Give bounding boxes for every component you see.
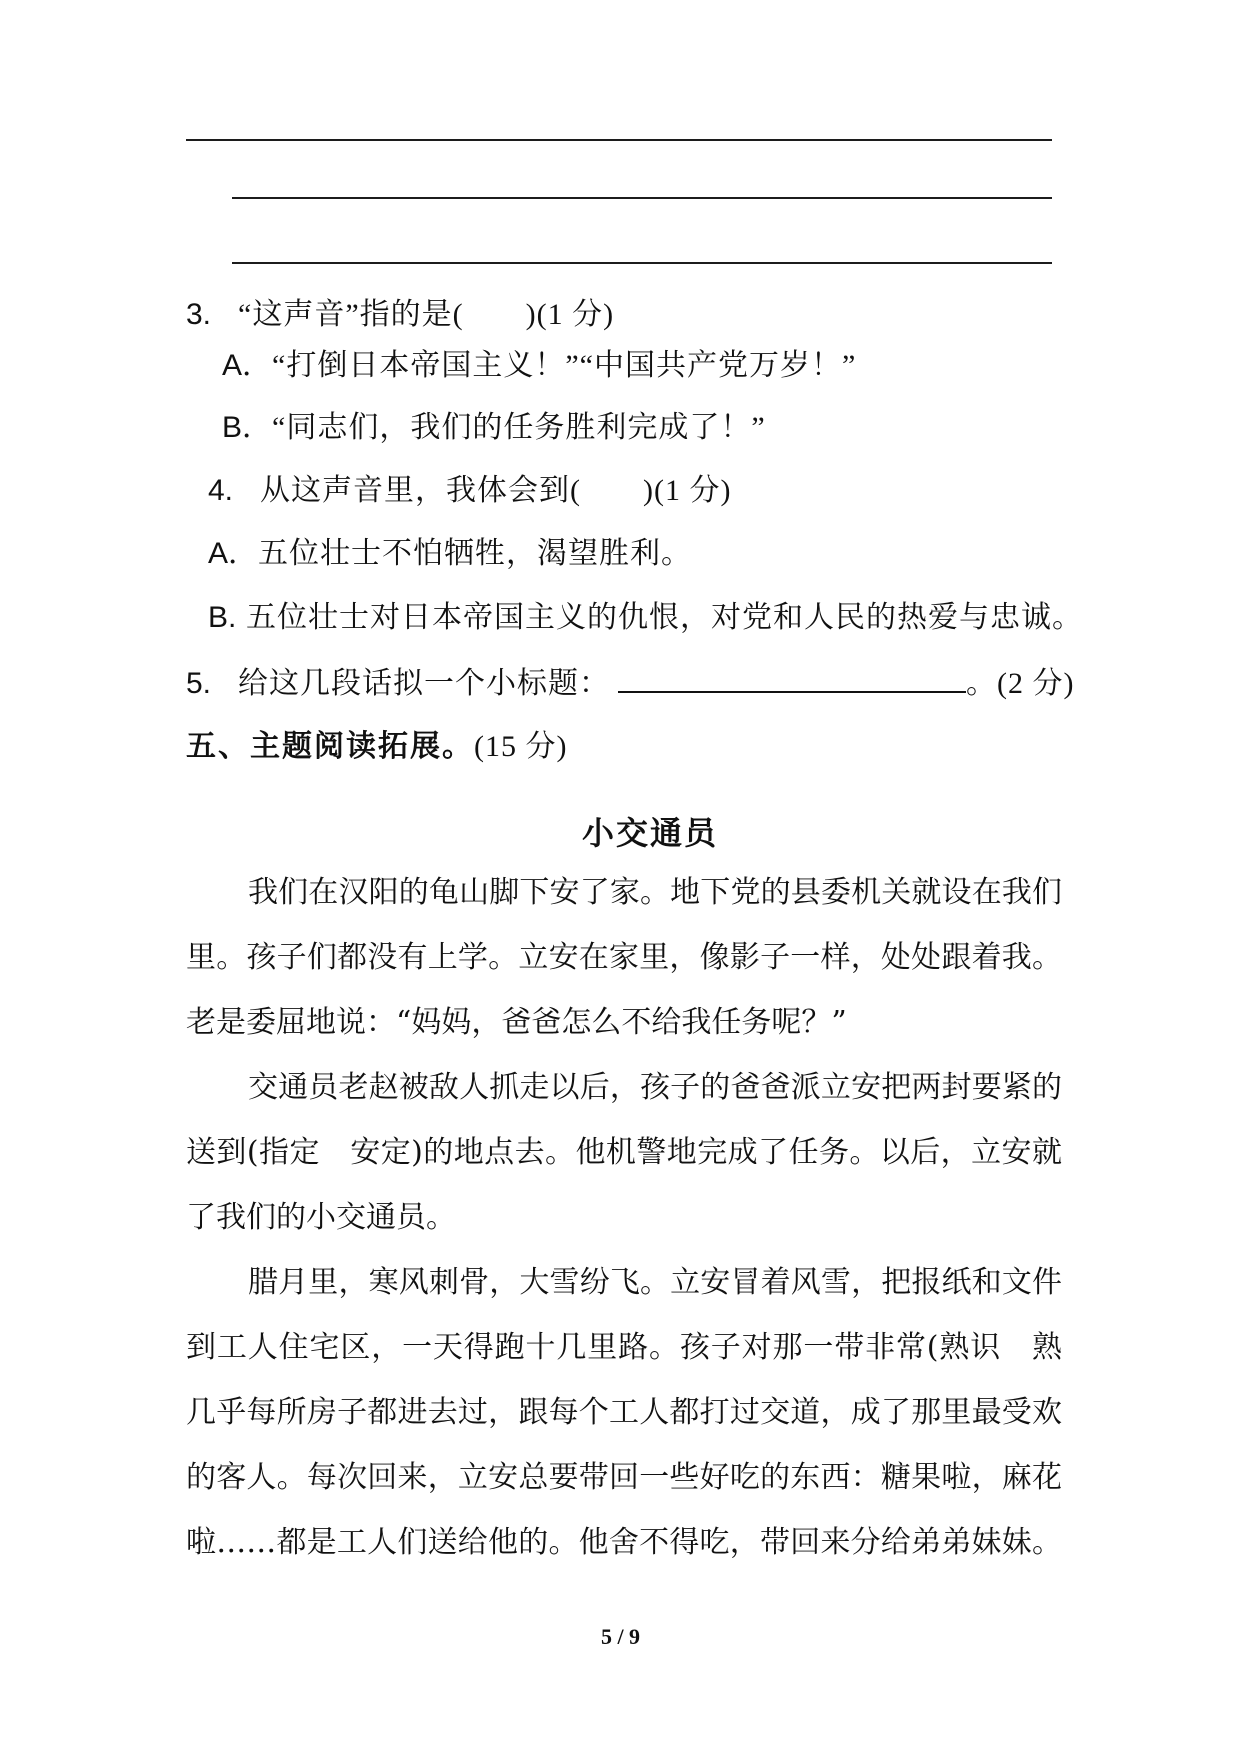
passage-line: 啦……都是工人们送给他的。他舍不得吃，带回来分给弟弟妹妹。 <box>186 1525 1062 1560</box>
passage-line: 的客人。每次回来，立安总要带回一些好吃的东西：糖果啦，麻花 <box>186 1460 1062 1495</box>
question-5 <box>186 657 1074 705</box>
option-b-label: B. <box>208 601 237 634</box>
passage-line: 几乎每所房子都进去过，跟每个工人都打过交道，成了那里最受欢 <box>186 1395 1062 1430</box>
passage-line: 了我们的小交通员。 <box>186 1200 456 1235</box>
question-4-option-b <box>208 597 1083 639</box>
question-3-option-a <box>222 345 856 387</box>
passage-line: 腊月里，寒风刺骨，大雪纷飞。立安冒着风雪，把报纸和文件 <box>248 1265 1062 1300</box>
option-a-label: A． <box>222 349 273 382</box>
passage-title: 小交通员 <box>581 815 718 851</box>
question-3-option-b <box>222 407 766 449</box>
question-4-number: 4. <box>208 474 234 507</box>
passage-line: 老是委屈地说：“妈妈，爸爸怎么不给我任务呢？” <box>186 1005 847 1040</box>
answer-blank <box>618 657 966 693</box>
section-5-heading: 五、主题阅读拓展。 <box>186 730 474 763</box>
passage-line: 送到(指定 安定)的地点去。他机警地完成了任务。以后，立安就 <box>186 1135 1062 1170</box>
question-3-text: “这声音”指的是( )(1 分) <box>238 298 615 331</box>
section-5-score: (15 分) <box>474 730 568 763</box>
question-4 <box>208 470 731 512</box>
question-5-number: 5. <box>186 667 212 700</box>
passage-line: 交通员老赵被敌人抓走以后，孩子的爸爸派立安把两封要紧的 <box>248 1070 1062 1105</box>
question-5-text: 给这几段话拟一个小标题： <box>238 667 610 700</box>
question-3-number: 3. <box>186 298 212 331</box>
option-a-label: A． <box>208 537 259 570</box>
question-5-score: 。(2 分) <box>966 667 1075 700</box>
question-3 <box>186 294 614 336</box>
page-number: 5 / 9 <box>600 1624 641 1649</box>
answer-line-3 <box>232 262 1052 264</box>
passage-line: 我们在汉阳的龟山脚下安了家。地下党的县委机关就设在我们 <box>248 875 1062 910</box>
answer-line-2 <box>232 197 1052 199</box>
option-a-text: “打倒日本帝国主义！”“中国共产党万岁！” <box>272 349 857 382</box>
question-4-text: 从这声音里，我体会到( )(1 分) <box>260 474 732 507</box>
question-4-option-a <box>208 533 692 575</box>
section-5-heading-row <box>186 726 567 768</box>
passage-line: 到工人住宅区，一天得跑十几里路。孩子对那一带非常(熟识 熟 <box>186 1330 1062 1365</box>
option-b-label: B． <box>222 411 273 444</box>
passage-line: 里。孩子们都没有上学。立安在家里，像影子一样，处处跟着我。 <box>186 940 1062 975</box>
option-a-text: 五位壮士不怕牺牲，渴望胜利。 <box>258 537 693 570</box>
answer-line-1 <box>186 139 1052 141</box>
option-b-text: 五位壮士对日本帝国主义的仇恨，对党和人民的热爱与忠诚。 <box>246 601 1083 634</box>
option-b-text: “同志们，我们的任务胜利完成了！” <box>272 411 766 444</box>
